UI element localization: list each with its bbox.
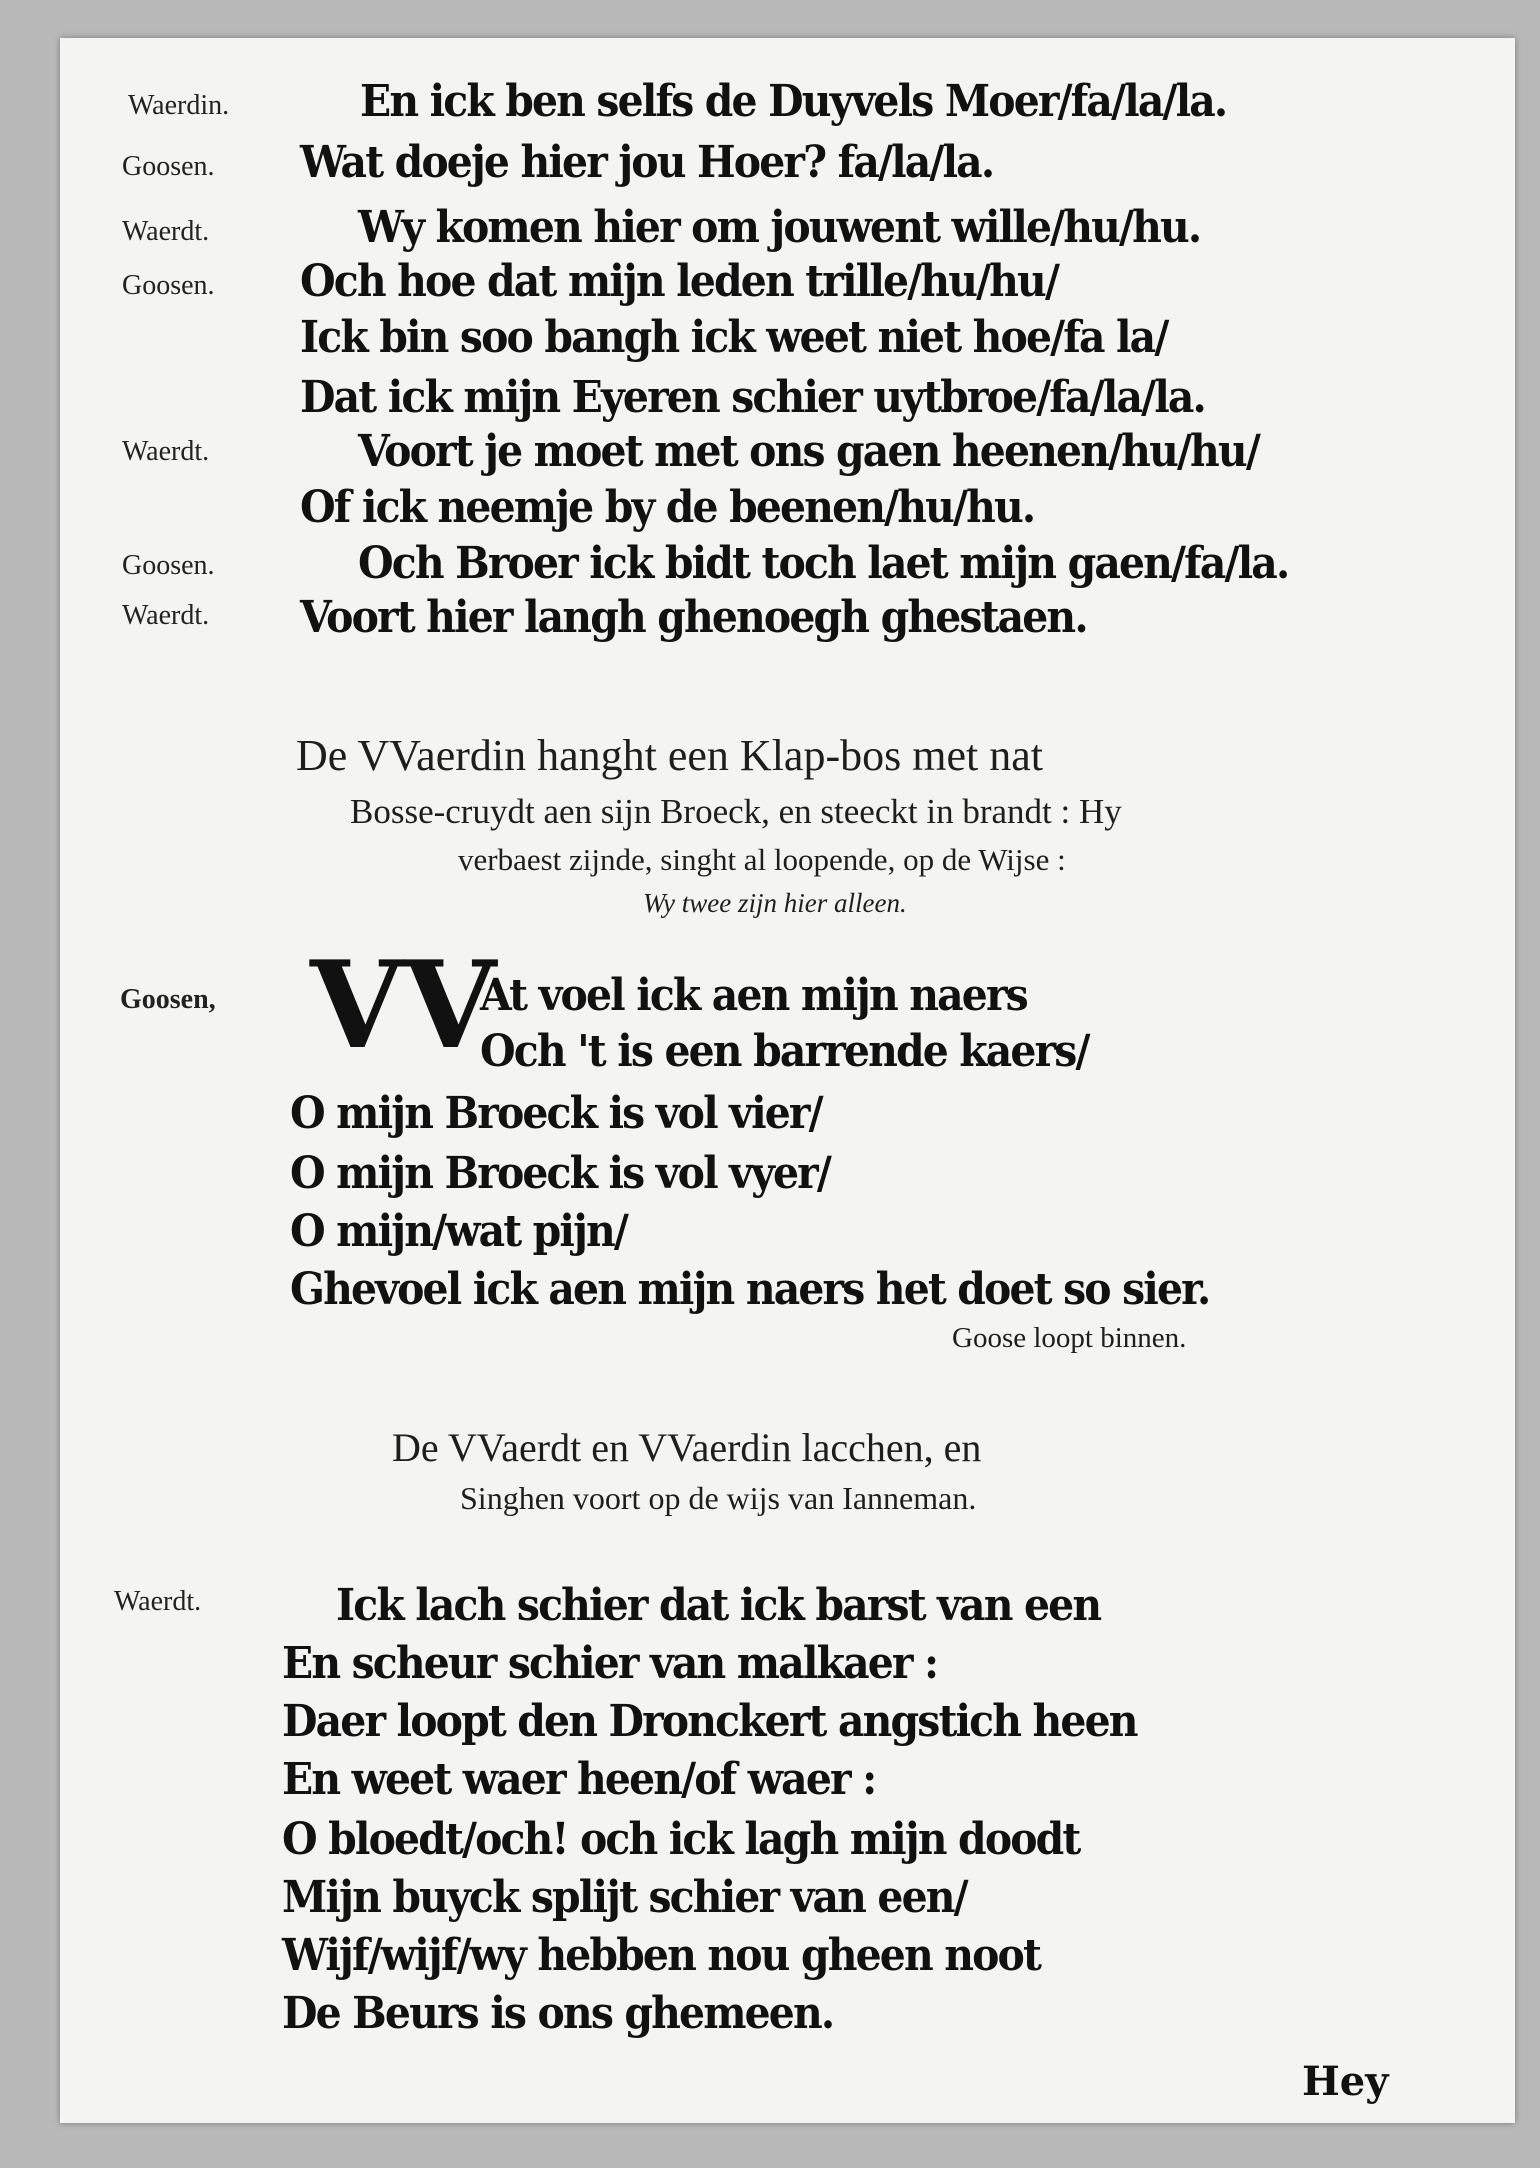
verse-line: Ick lach schier dat ick barst van een [336, 1580, 1101, 1631]
verse-line: Wat doeje hier jou Hoer? fa/la/la. [300, 137, 994, 188]
speaker-label: Goosen. [122, 550, 215, 581]
song-tune-name: Wy twee zijn hier alleen. [643, 888, 907, 918]
verse-line: O mijn Broeck is vol vyer/ [290, 1148, 830, 1199]
speaker-label: Goosen. [122, 270, 215, 301]
stage-direction-line: De VVaerdin hanght een Klap-bos met nat [296, 731, 1043, 780]
speaker-label: Waerdt. [114, 1586, 202, 1617]
verse-line: En scheur schier van malkaer : [282, 1638, 938, 1689]
verse-line: Of ick neemje by de beenen/hu/hu. [300, 482, 1035, 533]
verse-line: Mijn buyck splijt schier van een/ [282, 1872, 967, 1923]
verse-line: Och Broer ick bidt toch laet mijn gaen/fa/la. [358, 538, 1289, 589]
verse-line: Och 't is een barrende kaers/ [480, 1026, 1089, 1077]
verse-line: Voort je moet met ons gaen heenen/hu/hu/ [358, 426, 1259, 477]
verse-line: O mijn Broeck is vol vier/ [290, 1088, 822, 1139]
speaker-label: Waerdt. [122, 600, 210, 631]
stage-direction-line: verbaest zijnde, singht al loopende, op de Wijse : [458, 842, 1066, 877]
speaker-label: Waerdt. [122, 436, 210, 467]
verse-line: En ick ben selfs de Duyvels Moer/fa/la/la. [360, 76, 1227, 127]
verse-line: O mijn/wat pijn/ [290, 1206, 628, 1257]
speaker-label: Goosen, [120, 984, 216, 1015]
verse-line: Wy komen hier om jouwent wille/hu/hu. [358, 202, 1201, 253]
speaker-label: Goosen. [122, 151, 215, 182]
verse-line: En weet waer heen/of waer : [282, 1754, 876, 1805]
verse-line: Ick bin soo bangh ick weet niet hoe/fa la/ [300, 312, 1168, 363]
verse-line: Wijf/wijf/wy hebben nou gheen noot [282, 1930, 1041, 1981]
drop-cap: VV [310, 935, 497, 1076]
verse-line: Dat ick mijn Eyeren schier uytbroe/fa/la/la. [300, 372, 1205, 423]
verse-line: Voort hier langh ghenoegh ghestaen. [300, 592, 1087, 643]
stage-direction-line: Bosse-cruydt aen sijn Broeck, en steeckt in brandt : Hy [350, 792, 1122, 831]
verse-line: Ghevoel ick aen mijn naers het doet so sier. [290, 1264, 1210, 1315]
stage-direction-line: Singhen voort op de wijs van Ianneman. [460, 1480, 977, 1516]
speaker-label: Waerdin. [128, 90, 230, 121]
stage-direction-line: De VVaerdt en VVaerdin lacchen, en [392, 1425, 982, 1470]
exit-direction: Goose loopt binnen. [952, 1322, 1187, 1354]
verse-line: De Beurs is ons ghemeen. [282, 1988, 834, 2039]
verse-line: Daer loopt den Dronckert angstich heen [282, 1696, 1137, 1747]
speaker-label: Waerdt. [122, 216, 210, 247]
verse-line: At voel ick aen mijn naers [480, 970, 1027, 1021]
catchword: Hey [1302, 2058, 1389, 2105]
printed-page [60, 38, 1515, 2123]
verse-line: Och hoe dat mijn leden trille/hu/hu/ [300, 256, 1059, 307]
verse-line: O bloedt/och! och ick lagh mijn doodt [282, 1814, 1080, 1865]
